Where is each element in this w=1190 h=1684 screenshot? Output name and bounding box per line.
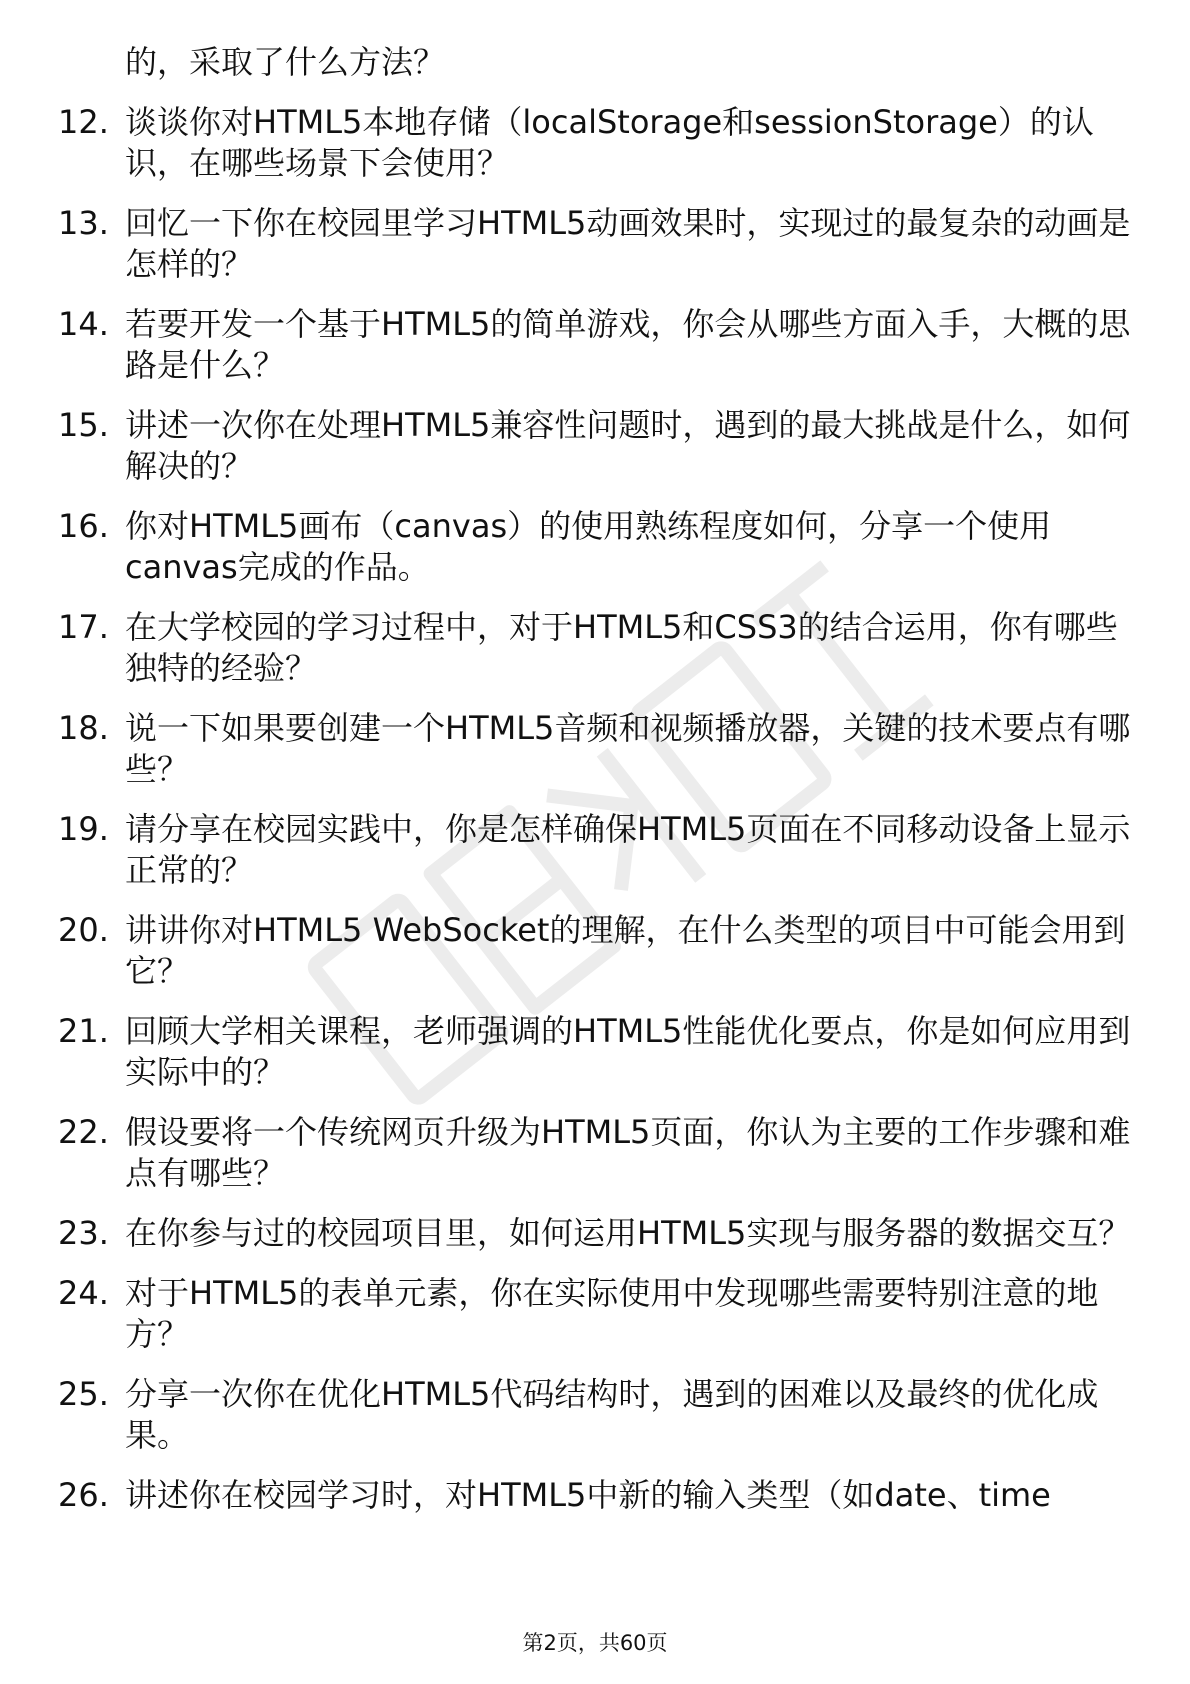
list-item	[58, 1273, 1138, 1355]
item-number: 19.	[58, 810, 109, 848]
list-item	[58, 910, 1138, 992]
item-number: 22.	[58, 1113, 109, 1151]
item-number: 17.	[58, 608, 109, 646]
item-text: 的，采取了什么方法？	[125, 43, 446, 81]
list-item	[58, 1475, 1138, 1516]
item-text: 若要开发一个基于HTML5的简单游戏，你会从哪些方面入手，大概的思路是什么？	[125, 305, 1131, 384]
list-item	[58, 405, 1138, 487]
item-text: 请分享在校园实践中，你是怎样确保HTML5页面在不同移动设备上显示正常的？	[125, 810, 1131, 889]
item-number: 16.	[58, 507, 109, 545]
item-number: 25.	[58, 1375, 109, 1413]
item-number: 23.	[58, 1214, 109, 1252]
item-number: 21.	[58, 1012, 109, 1050]
list-item	[58, 1112, 1138, 1194]
list-item	[58, 1011, 1138, 1093]
list-item	[58, 42, 1138, 83]
item-text: 谈谈你对HTML5本地存储（localStorage和sessionStorage）的认识，在哪些场景下会使用？	[125, 103, 1094, 182]
item-number: 20.	[58, 911, 109, 949]
item-text: 对于HTML5的表单元素，你在实际使用中发现哪些需要特别注意的地方？	[125, 1274, 1099, 1353]
item-text: 说一下如果要创建一个HTML5音频和视频播放器，关键的技术要点有哪些？	[125, 709, 1131, 788]
list-item	[58, 506, 1138, 588]
list-item	[58, 304, 1138, 386]
list-item	[58, 708, 1138, 790]
item-text: 讲述你在校园学习时，对HTML5中新的输入类型（如date、time	[125, 1476, 1051, 1514]
item-number: 24.	[58, 1274, 109, 1312]
item-text: 假设要将一个传统网页升级为HTML5页面，你认为主要的工作步骤和难点有哪些？	[125, 1113, 1131, 1192]
item-text: 讲述一次你在处理HTML5兼容性问题时，遇到的最大挑战是什么，如何解决的？	[125, 406, 1131, 485]
list-item	[58, 1213, 1138, 1254]
list-item	[58, 809, 1138, 891]
item-text: 在你参与过的校园项目里，如何运用HTML5实现与服务器的数据交互？	[125, 1214, 1131, 1252]
list-item	[58, 102, 1138, 184]
item-number: 13.	[58, 204, 109, 242]
item-number: 26.	[58, 1476, 109, 1514]
item-number: 12.	[58, 103, 109, 141]
item-number: 14.	[58, 305, 109, 343]
item-text: 讲讲你对HTML5 WebSocket的理解，在什么类型的项目中可能会用到它？	[125, 911, 1126, 990]
item-text: 回忆一下你在校园里学习HTML5动画效果时，实现过的最复杂的动画是怎样的？	[125, 204, 1131, 283]
item-number: 15.	[58, 406, 109, 444]
page-footer: 第2页，共60页	[522, 1631, 668, 1655]
item-number: 18.	[58, 709, 109, 747]
item-text: 你对HTML5画布（canvas）的使用熟练程度如何，分享一个使用canvas完成的作品。	[125, 507, 1052, 586]
list-item	[58, 1374, 1138, 1456]
item-text: 分享一次你在优化HTML5代码结构时，遇到的困难以及最终的优化成果。	[125, 1375, 1099, 1454]
list-item	[58, 607, 1138, 689]
item-text: 回顾大学相关课程，老师强调的HTML5性能优化要点，你是如何应用到实际中的？	[125, 1012, 1131, 1091]
item-text: 在大学校园的学习过程中，对于HTML5和CSS3的结合运用，你有哪些独特的经验？	[125, 608, 1118, 687]
list-item	[58, 203, 1138, 285]
question-list	[58, 42, 1138, 1535]
